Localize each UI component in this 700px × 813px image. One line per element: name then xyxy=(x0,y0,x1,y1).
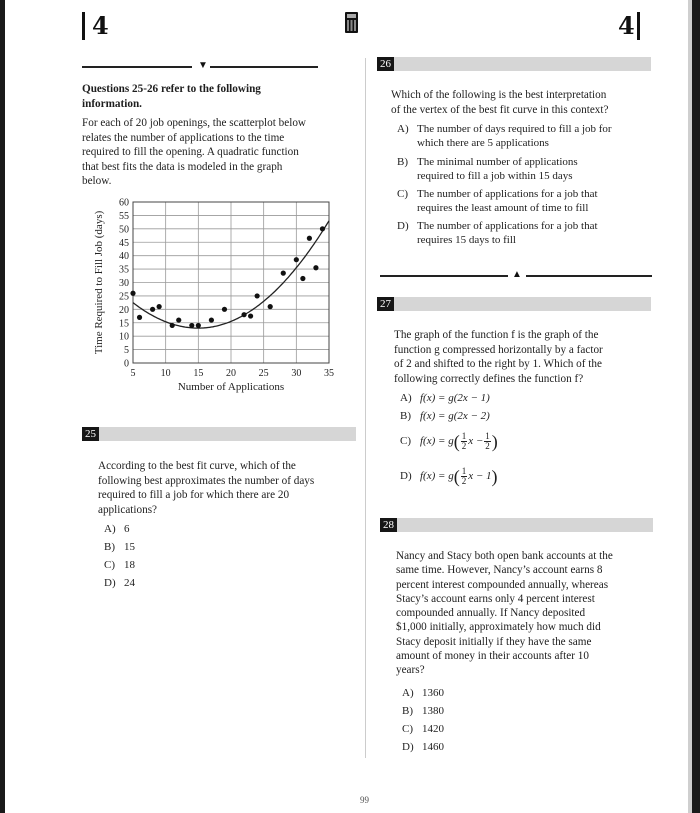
y-tick-label: 60 xyxy=(119,197,129,209)
y-tick-label: 10 xyxy=(119,331,129,343)
stimulus-heading: Questions 25-26 refer to the following information. xyxy=(82,83,261,110)
question-27-stem: The graph of the function f is the graph of the function g compressed horizontally by a factor of 2 and shifted to the right by 1. Which of the following correctly defines the function f? xyxy=(394,329,603,385)
page-edge-right xyxy=(692,0,700,813)
y-tick-label: 45 xyxy=(119,237,129,249)
y-tick-label: 50 xyxy=(119,224,129,236)
data-point xyxy=(222,307,227,312)
fraction: $\frac{1}{2}$ xyxy=(485,430,490,451)
fraction: $\frac{1}{2}$ xyxy=(461,430,467,451)
y-tick-label: 40 xyxy=(119,251,129,263)
question-number-27: 27 xyxy=(377,297,394,311)
x-tick-label: 5 xyxy=(130,368,136,379)
scatterplot-svg xyxy=(80,195,355,400)
y-tick-label: 0 xyxy=(124,358,129,370)
q28-option-c[interactable]: C) 1420 xyxy=(402,723,444,735)
data-point xyxy=(255,293,260,298)
q25-option-b[interactable]: B) 15 xyxy=(104,541,135,553)
y-tick-label: 35 xyxy=(119,264,129,276)
data-point xyxy=(150,307,155,312)
data-point xyxy=(248,313,253,318)
x-axis-label: Number of Applications xyxy=(177,381,285,393)
data-point xyxy=(320,226,325,231)
q25-option-d[interactable]: D) 24 xyxy=(104,577,135,589)
scatterplot-chart xyxy=(80,195,355,400)
data-point xyxy=(281,271,286,276)
question-26-bar xyxy=(377,57,651,71)
question-27-bar xyxy=(377,297,651,311)
question-number-25: 25 xyxy=(82,427,99,441)
q28-option-a[interactable]: A) 1360 xyxy=(402,687,444,699)
y-tick-label: 55 xyxy=(119,210,129,222)
data-point xyxy=(241,312,246,317)
q26-option-b[interactable]: B) The minimal number of applications required to fill a job within 15 days xyxy=(397,156,578,182)
data-point xyxy=(130,291,135,296)
section-bar-left xyxy=(82,12,85,40)
y-tick-label: 15 xyxy=(119,318,129,330)
column-divider xyxy=(365,58,366,758)
section-number-right: 4 xyxy=(618,11,635,40)
fraction: $\frac{1}{2}$ xyxy=(461,465,467,486)
question-28-bar xyxy=(380,518,653,532)
data-point xyxy=(170,323,175,328)
stimulus-text: For each of 20 job openings, the scatterplot below relates the number of applications to the time required to fill the opening. A quadratic function that best fits the data is modeled in the graph below. xyxy=(82,117,307,187)
question-number-26: 26 xyxy=(377,57,394,71)
q25-option-a[interactable]: A) 6 xyxy=(104,523,130,535)
data-point xyxy=(157,304,162,309)
data-point xyxy=(189,323,194,328)
rule-right-a xyxy=(380,275,508,277)
q28-option-b[interactable]: B) 1380 xyxy=(402,705,444,717)
y-tick-label: 30 xyxy=(119,278,129,289)
question-number-28: 28 xyxy=(380,518,397,532)
question-28-stem: Nancy and Stacy both open bank accounts at the same time. However, Nancy’s account earns 8 percent interest compounded annually, whereas Stacy’s account earns only 4 percent interest compounded annually. If Nancy deposited $1,000 initially, approximately how much did Stacy deposit initially if they have the same amount of money in their accounts after 10 years? xyxy=(396,550,613,677)
section-bar-right xyxy=(637,12,640,40)
q27-option-a[interactable]: A) f(x) = g(2x − 1) xyxy=(400,392,490,404)
section-number-left: 4 xyxy=(92,11,109,40)
data-point xyxy=(176,317,181,322)
data-point xyxy=(300,276,305,281)
q27-option-b[interactable]: B) f(x) = g(2x − 2) xyxy=(400,410,490,422)
y-tick-label: 25 xyxy=(119,291,129,303)
x-tick-label: 30 xyxy=(291,368,302,379)
rule-right-b xyxy=(526,275,652,277)
rule-left-a xyxy=(82,66,192,68)
page-number: 99 xyxy=(360,795,369,805)
question-25-bar xyxy=(82,427,356,441)
q26-option-c[interactable]: C) The number of applications for a job that requires the least amount of time to fill xyxy=(397,188,598,214)
x-tick-label: 35 xyxy=(324,368,334,379)
x-tick-label: 15 xyxy=(193,368,204,379)
y-tick-label: 20 xyxy=(119,304,129,316)
data-point xyxy=(137,315,142,320)
question-26-stem: Which of the following is the best interpretation of the vertex of the best fit curve in this context? xyxy=(391,89,609,116)
y-tick-label: 5 xyxy=(124,345,129,357)
q25-option-c[interactable]: C) 18 xyxy=(104,559,135,571)
triangle-up-icon: ▲ xyxy=(512,269,522,280)
data-point xyxy=(209,317,214,322)
question-25-stem: According to the best fit curve, which of the following best approximates the number of days required to fill a job for which there are 20 applications? xyxy=(98,460,315,516)
page-edge-left xyxy=(0,0,5,813)
data-point xyxy=(196,323,201,328)
q27-option-d[interactable]: D) f(x) = g( $\frac{1}{2}$ x − 1) xyxy=(400,465,498,487)
x-tick-label: 25 xyxy=(258,368,269,379)
data-point xyxy=(268,304,273,309)
data-point xyxy=(294,257,299,262)
x-tick-label: 10 xyxy=(160,368,171,379)
rule-left-b xyxy=(210,66,318,68)
x-tick-label: 20 xyxy=(226,368,236,379)
triangle-down-icon: ▼ xyxy=(198,60,208,71)
q26-option-d[interactable]: D) The number of applications for a job that requires 15 days to fill xyxy=(397,220,598,246)
q26-option-a[interactable]: A) The number of days required to fill a job for which there are 5 applications xyxy=(397,123,612,149)
y-axis-label: Time Required to Fill Job (days) xyxy=(93,210,105,355)
calculator-icon xyxy=(345,12,358,33)
data-point xyxy=(313,265,318,270)
data-point xyxy=(307,236,312,241)
q27-option-c[interactable]: C) f(x) = g( $\frac{1}{2}$ x − $\frac{1}{2}$ ) xyxy=(400,430,498,452)
q28-option-d[interactable]: D) 1460 xyxy=(402,741,444,753)
